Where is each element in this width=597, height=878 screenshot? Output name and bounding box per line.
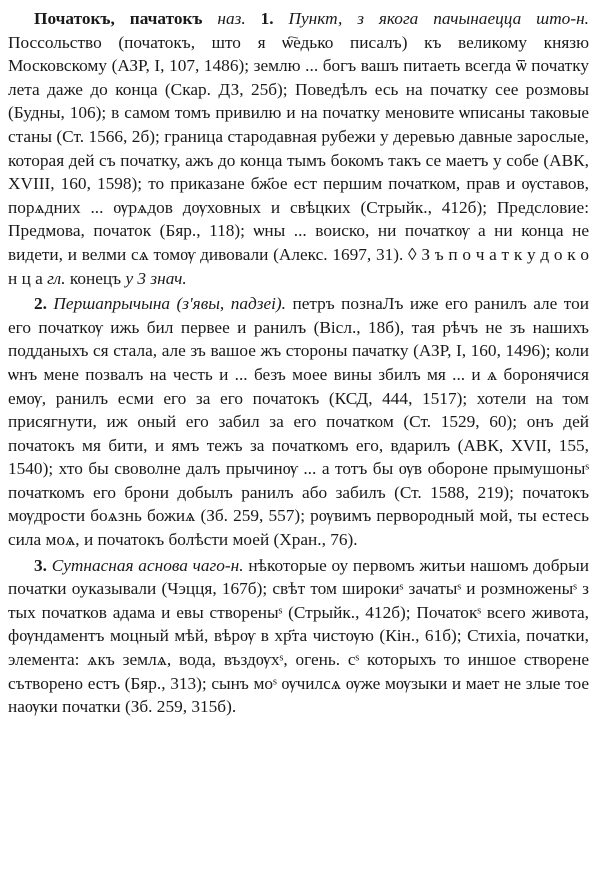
sense-text: петръ познаЛъ иже его ранилъ але тои его початкѹ ижь бил первее и ранилъ (Віcл., 18б), тая рѣчъ не зъ нашихъ подданыхъ ся стала, але зъ вашое жъ стороны пачатку (АЗР, I, 160, 1496); коли ѡнъ мене позвалъ на честь и ... безъ моее вины збилъ мя ... и ѧ боронячися емѹ, ранилъ есми его за его початокъ (КСД, 444, 1517); хотели на том присягнути, иж оный его забил за его початком (Ст. 1529, 60); онъ дей початокъ мя бити, и ямъ тежъ за початкомъ его, вдарилъ (АВК, XVII, 155, 1540); хто бы своволне далъ прычинѹ ... а тотъ бы ѹв обороне прымушоныˢ початкомъ его брони добылъ ранилъ або забилъ (Ст. 1588, 219); початокъ мѹдрости боѧзнь божиѧ (Зб. 259, 557); рѹвимъ первородный мой, ты естесь сила моѧ, и початокъ болѣсти моей (Хран., 76). bbox=[8, 294, 590, 550]
sense-text: Поссольство (початокъ, што я ѡ҇едько писалъ) къ великому князю Московскому (АЗР, I, 107, 1486); землю ... богъ вашъ питаеть всегда ѿ початку лета даже до конца (Скар. ДЗ, 25б); Поведѣлъ есь на початку сее розмовы (Будны, 106); в самом томъ привилю и на початку меновите ѡписаны таковые станы (Ст. 1566, 2б); граница стародавная рубежи у деревью давные зарослые, которая дей съ початку, ажъ до конца тымъ бокомъ такъ се маетъ у собе (АВК, XVIII, 160, 1598); то приказане бж҃ое ест першим початком, прав и ѹставов, порѧдних ... ѹрѧдов дѹховных и свѣцких (Стрыйк., 412б); Предсловие: Предмова, початок (Бяр., 118); ѡны ... воиско, ни початкѹ а ни конца не видети, и велми сѧ томѹ дивовали (Алекс. 1697, 31). ◊ З ъ п о ч а т к у д о к о н ц а bbox=[8, 32, 589, 288]
grammar-label: наз. bbox=[217, 9, 246, 28]
meaning-note: у 3 знач. bbox=[125, 268, 187, 288]
sense-number: 1. bbox=[260, 9, 274, 28]
sense-definition: Пункт, з якога пачынаецца што-н. bbox=[288, 9, 589, 28]
sense-definition: Першапрычына (з'явы, падзеі). bbox=[53, 294, 287, 314]
tail-text: конецъ bbox=[65, 268, 122, 288]
sense-3 bbox=[8, 554, 589, 719]
sense-text: нѣкоторые оу первомъ житьи нашомъ добрыи початки оуказывали (Чэцця, 167б); свѣт том широкиˢ зачатыˢ и розмноженыˢ з тых початков адама и евы створеныˢ (Стрыйк., 412б); Початокˢ всего живота, фѹндаментъ моцный мѣй, вѣрѹ в хр҃та чистѹю (Кін., 61б); Стихіа, початки, элемента: ѧкъ землѧ, вода, въздѹхˢ, огень. сˢ которыхъ то иншое створене сътворено естъ (Бяр., 313); сынъ моˢ ѹчилсѧ ѹже мѹзыки и мает не злые тое наѹки початки (Зб. 259, 315б). bbox=[8, 555, 589, 717]
sense-definition: Сутнасная аснова чаго-н. bbox=[51, 555, 244, 575]
sense-number: 3. bbox=[34, 555, 47, 575]
sense-number: 2. bbox=[34, 294, 47, 314]
grammar-note: гл. bbox=[47, 268, 66, 288]
sense-2 bbox=[8, 292, 589, 552]
sense-1 bbox=[8, 7, 589, 290]
headword: Початокъ, пачатокъ bbox=[34, 9, 203, 28]
